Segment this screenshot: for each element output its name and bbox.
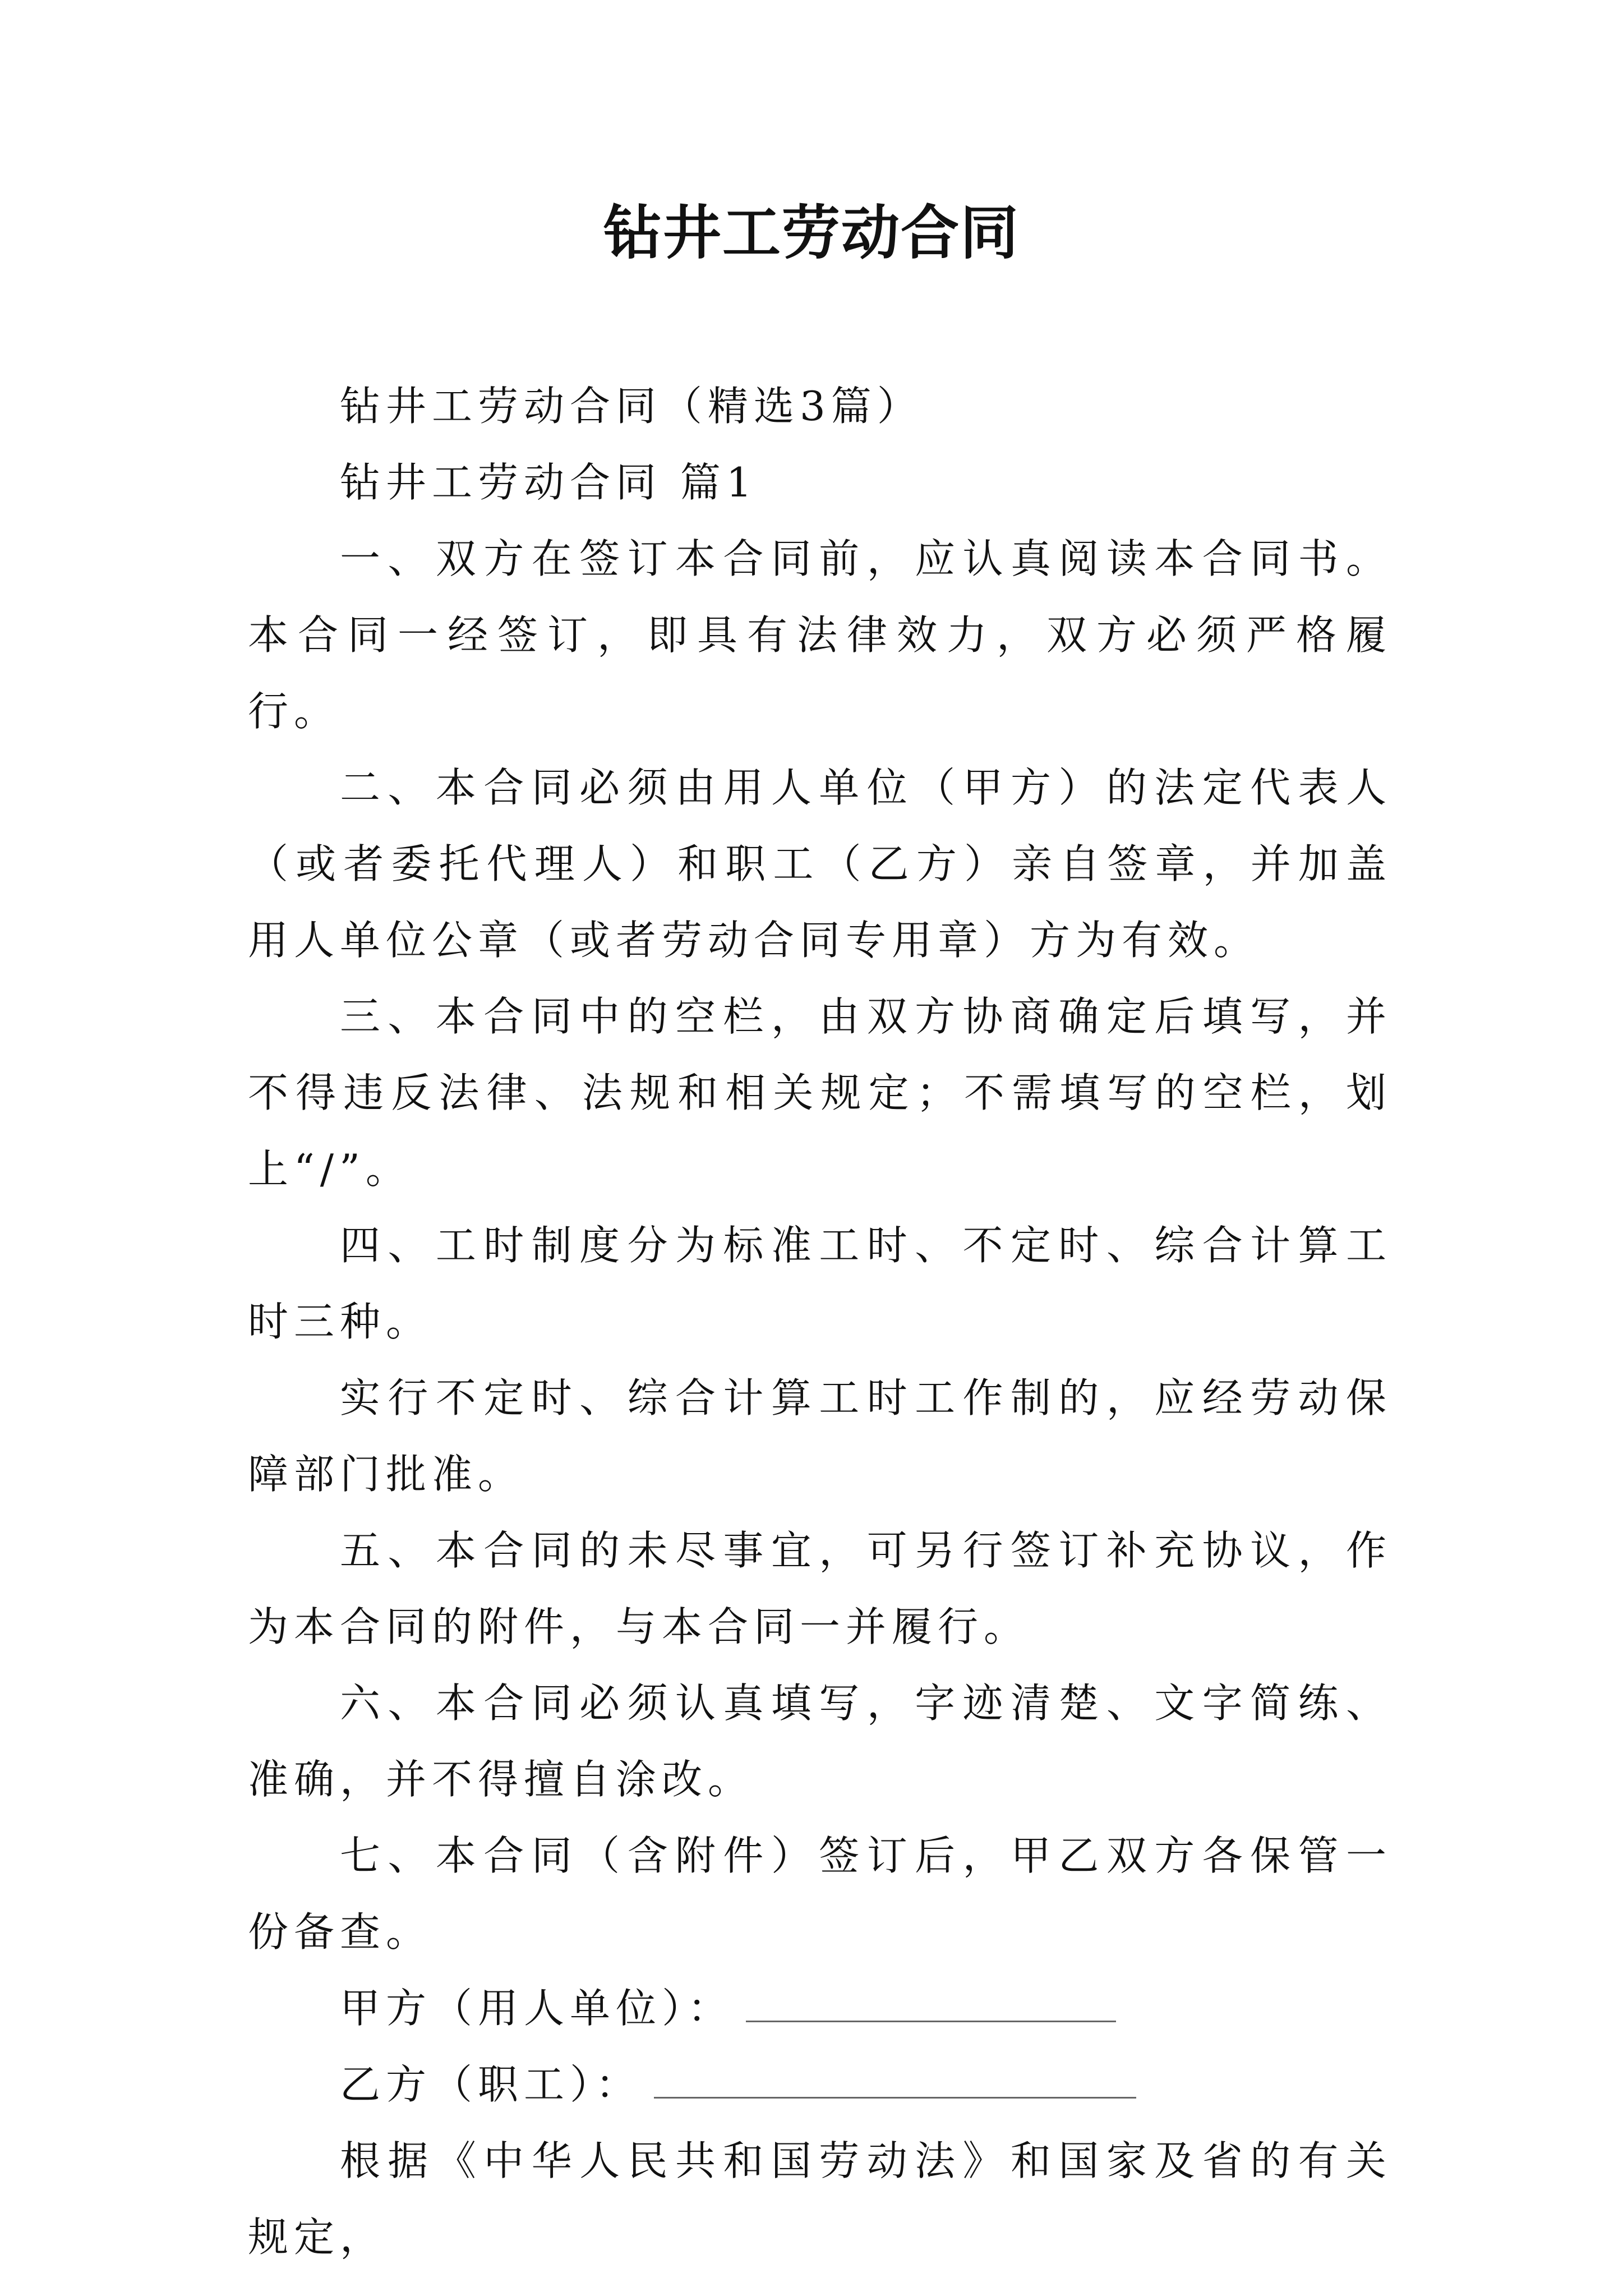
party-b-line — [248, 2046, 1392, 2123]
paragraph-clause-2: 二、本合同必须由用人单位（甲方）的法定代表人（或者委托代理人）和职工（乙方）亲自签章，并加盖用人单位公章（或者劳动合同专用章）方为有效。 — [248, 764, 1392, 964]
document-title: 钻井工劳动合同 — [603, 198, 1020, 267]
party-b-blank[interactable] — [654, 2092, 1136, 2099]
paragraph-clause-1: 一、双方在签订本合同前，应认真阅读本合同书。本合同一经签订，即具有法律效力，双方必须严格履行。 — [248, 535, 1392, 735]
paragraph-subtitle: 钻井工劳动合同（精选3篇） — [340, 383, 923, 430]
party-a-label: 甲方（用人单位）： — [340, 1985, 734, 2032]
paragraph-clause-4: 四、工时制度分为标准工时、不定时、综合计算工时三种。 — [248, 1222, 1392, 1345]
paragraph-section-heading: 钻井工劳动合同 篇1 — [340, 459, 758, 506]
paragraph-clause-4-note: 实行不定时、综合计算工时工作制的，应经劳动保障部门批准。 — [248, 1374, 1392, 1498]
paragraph-clause-5: 五、本合同的未尽事宜，可另行签订补充协议，作为本合同的附件，与本合同一并履行。 — [248, 1527, 1392, 1650]
paragraph-closing: 根据《中华人民共和国劳动法》和国家及省的有关规定， — [248, 2137, 1392, 2261]
paragraph-clause-6: 六、本合同必须认真填写，字迹清楚、文字简练、准确，并不得擅自涂改。 — [248, 1680, 1392, 1803]
party-a-blank[interactable] — [746, 2016, 1116, 2022]
paragraph-clause-3: 三、本合同中的空栏，由双方协商确定后填写，并不得违反法律、法规和相关规定；不需填写的空栏，划上“/”。 — [248, 993, 1392, 1193]
party-a-line — [248, 1970, 1392, 2046]
document-body — [248, 368, 1392, 2275]
party-b-label: 乙方（职工）： — [340, 2061, 642, 2108]
paragraph-clause-7: 七、本合同（含附件）签订后，甲乙双方各保管一份备查。 — [248, 1832, 1392, 1955]
